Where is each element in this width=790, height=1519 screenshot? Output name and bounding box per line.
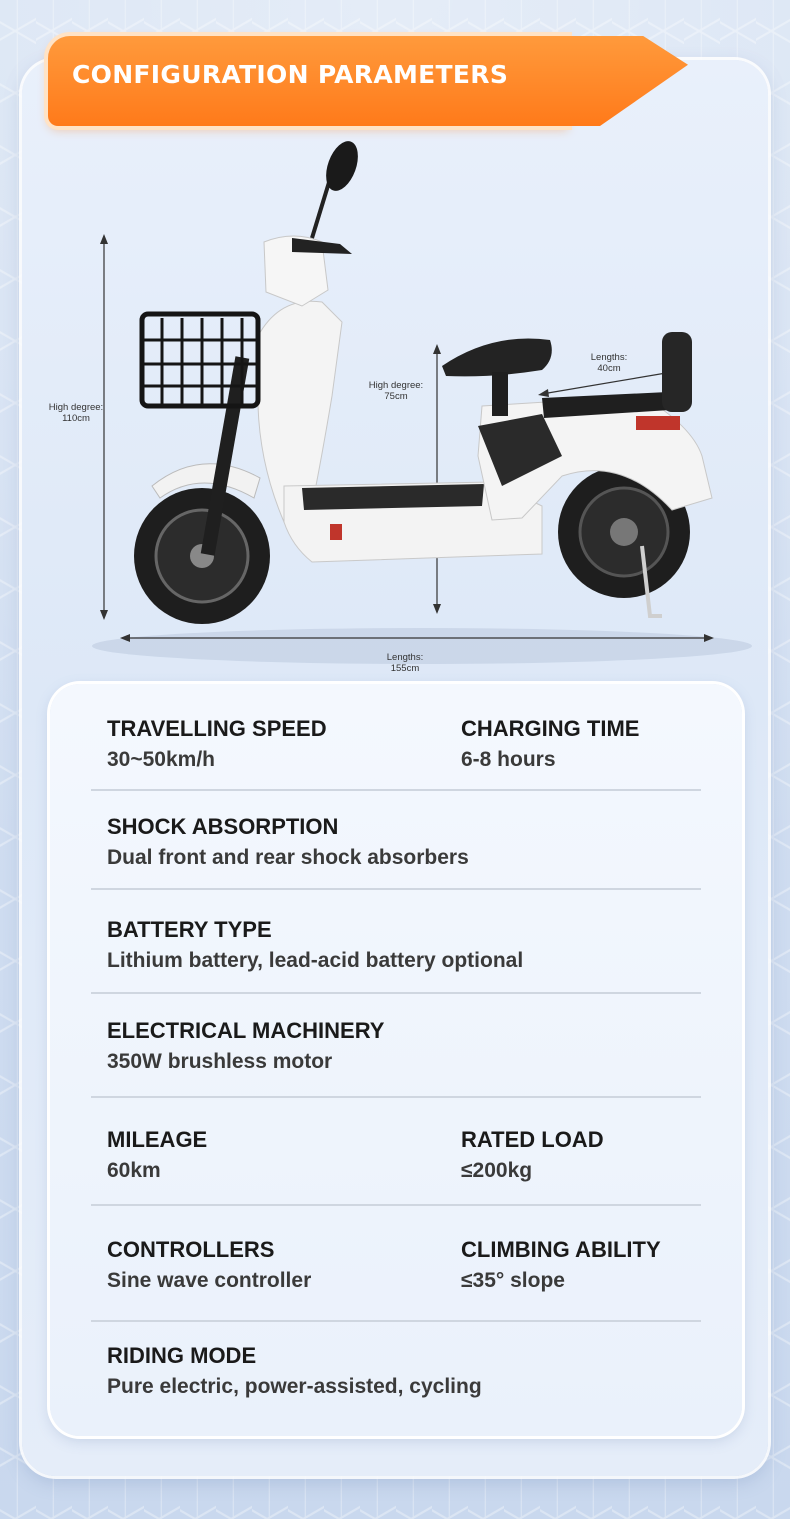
seat-height-label: High degree: 75cm: [368, 380, 424, 402]
spec-climbing-ability: [461, 1237, 661, 1293]
spec-label: ELECTRICAL MACHINERY: [107, 1018, 385, 1043]
divider: [91, 888, 701, 890]
spec-value: 30~50km/h: [107, 748, 215, 771]
seat-length-label: Lengths: 40cm: [590, 352, 628, 374]
height-arrow-top: [100, 234, 108, 244]
spec-mileage: [107, 1127, 207, 1183]
total-length-label: Lengths: 155cm: [386, 652, 424, 674]
specs-card: [50, 684, 742, 1436]
spec-value: ≤35° slope: [461, 1269, 565, 1292]
spec-label: TRAVELLING SPEED: [107, 716, 327, 741]
spec-value: Pure electric, power-assisted, cycling: [107, 1375, 482, 1398]
backrest: [662, 332, 692, 412]
spec-value: 350W brushless motor: [107, 1050, 333, 1073]
floor-mat: [302, 484, 484, 510]
spec-label: RIDING MODE: [107, 1343, 257, 1368]
divider: [91, 789, 701, 791]
total-height-label: High degree: 110cm: [48, 402, 104, 424]
spec-charging-time: [461, 716, 639, 772]
spec-value: 60km: [107, 1159, 161, 1182]
spec-label: CONTROLLERS: [107, 1237, 275, 1262]
spec-electrical-machinery: [107, 1018, 384, 1074]
spec-label: SHOCK ABSORPTION: [107, 814, 339, 839]
divider: [91, 992, 701, 994]
height-arrow-bottom: [100, 610, 108, 620]
seat-length-arrow: [542, 372, 672, 394]
spec-riding-mode: [107, 1343, 482, 1399]
spec-battery-type: [107, 917, 523, 973]
scooter-illustration: [22, 126, 768, 686]
spec-label: CHARGING TIME: [461, 716, 640, 741]
spec-label: CLIMBING ABILITY: [461, 1237, 661, 1262]
spec-shock-absorption: [107, 814, 469, 870]
spec-controllers: [107, 1237, 311, 1293]
spec-value: 6-8 hours: [461, 748, 556, 771]
page-title: CONFIGURATION PARAMETERS: [72, 60, 509, 89]
seat: [442, 338, 552, 376]
spec-label: MILEAGE: [107, 1127, 208, 1152]
divider: [91, 1204, 701, 1206]
spec-value: Sine wave controller: [107, 1269, 312, 1292]
spec-label: BATTERY TYPE: [107, 917, 272, 942]
spec-label: RATED LOAD: [461, 1127, 604, 1152]
spec-travelling-speed: [107, 716, 327, 772]
divider: [91, 1320, 701, 1322]
spec-rated-load: [461, 1127, 604, 1183]
tail-light: [636, 416, 680, 430]
spec-value: Dual front and rear shock absorbers: [107, 846, 469, 869]
spec-value: ≤200kg: [461, 1159, 533, 1182]
scooter-dimension-diagram: [22, 126, 768, 686]
divider: [91, 1096, 701, 1098]
spec-value: Lithium battery, lead-acid battery optional: [107, 949, 524, 972]
brand-badge: [330, 524, 342, 540]
